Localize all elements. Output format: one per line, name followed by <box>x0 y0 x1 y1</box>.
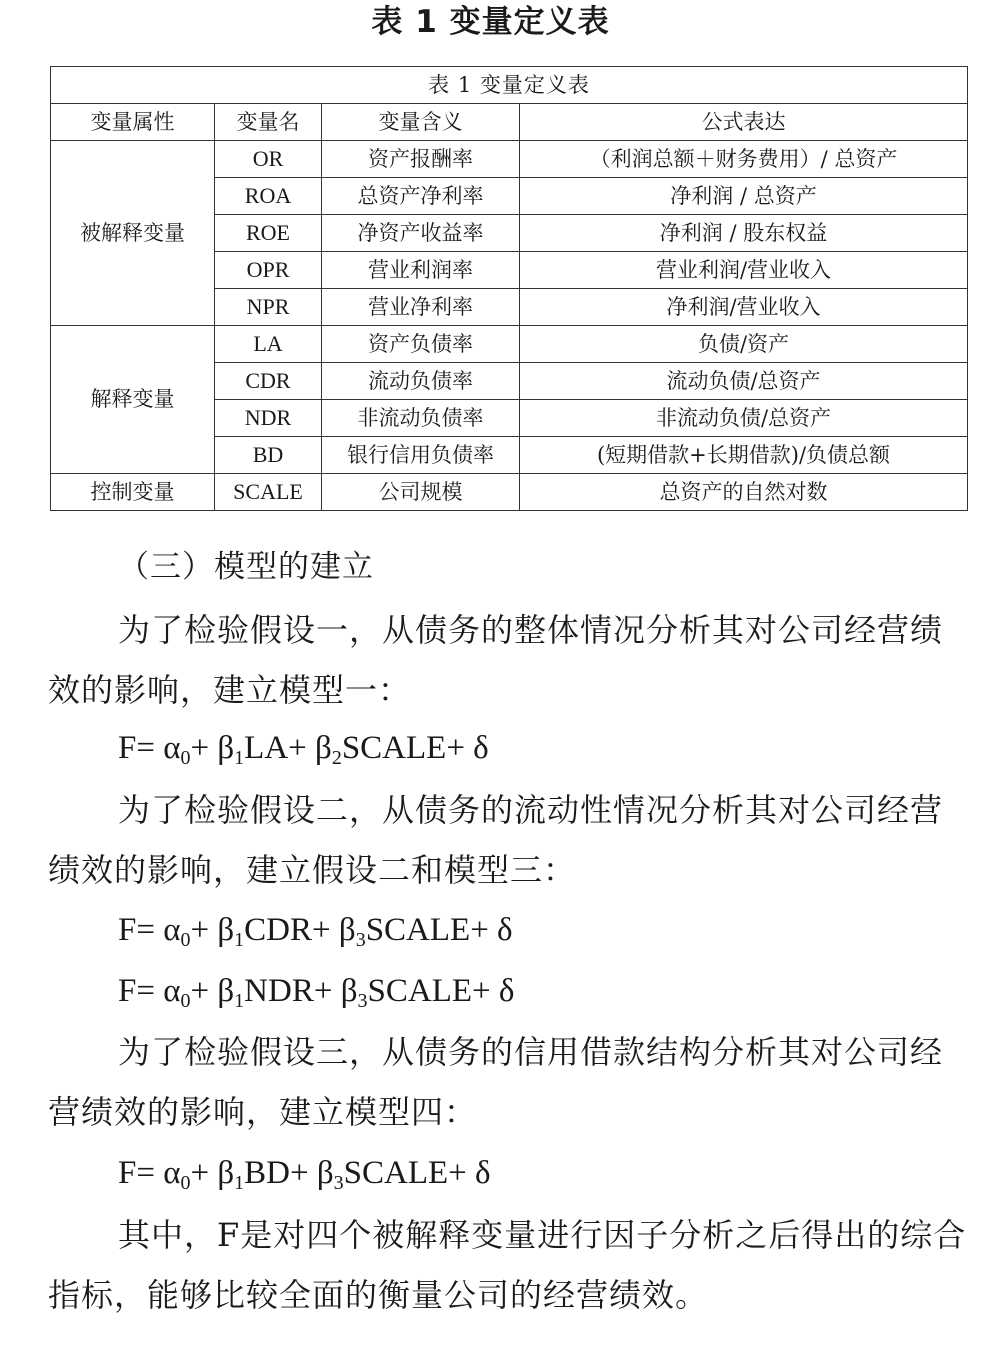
formula-model-4: $F= \alpha_0+ \beta_1BD+$ $\beta_3SCALE+ \delta$ <box>118 1155 491 1194</box>
column-header: 公式表达 <box>520 104 968 141</box>
variable-formula-cell: 总资产的自然对数 <box>520 474 968 511</box>
variable-formula-cell: 净利润 / 股东权益 <box>520 215 968 252</box>
variable-name-cell: ROA <box>215 178 322 215</box>
section-heading: （三）模型的建立 <box>118 549 374 585</box>
variable-name-cell: OR <box>215 141 322 178</box>
variable-formula-cell: 营业利润/营业收入 <box>520 252 968 289</box>
formula-model-1: $F= \alpha_0+ \beta_1LA+$ $\beta_2SCALE+ \delta$ <box>118 730 489 769</box>
variable-meaning-cell: 营业利润率 <box>322 252 520 289</box>
variable-meaning-cell: 营业净利率 <box>322 289 520 326</box>
variable-formula-cell: 净利润/营业收入 <box>520 289 968 326</box>
paragraph-hypothesis-1: 为了检验假设一，从债务的整体情况分析其对公司经营绩效的影响，建立模型一： <box>48 611 944 709</box>
variable-meaning-cell: 流动负债率 <box>322 363 520 400</box>
variable-meaning-cell: 公司规模 <box>322 474 520 511</box>
variable-formula-cell: （利润总额＋财务费用）/ 总资产 <box>520 141 968 178</box>
variable-name-cell: ROE <box>215 215 322 252</box>
table-caption-row <box>51 67 968 104</box>
variable-meaning-cell: 非流动负债率 <box>322 400 520 437</box>
variable-definition-table <box>50 66 968 511</box>
variable-name-cell: NDR <box>215 400 322 437</box>
variable-name-cell: LA <box>215 326 322 363</box>
variable-meaning-cell: 资产报酬率 <box>322 141 520 178</box>
variable-formula-cell: 流动负债/总资产 <box>520 363 968 400</box>
variable-meaning-cell: 净资产收益率 <box>322 215 520 252</box>
variable-formula-cell: 负债/资产 <box>520 326 968 363</box>
variable-meaning-cell: 银行信用负债率 <box>322 437 520 474</box>
column-header: 变量含义 <box>322 104 520 141</box>
table-row <box>51 141 968 178</box>
table-caption: 表 1 变量定义表 <box>51 67 968 104</box>
variable-formula-cell: 非流动负债/总资产 <box>520 400 968 437</box>
variable-name-cell: NPR <box>215 289 322 326</box>
group-attribute-cell: 被解释变量 <box>51 141 215 326</box>
variable-name-cell: BD <box>215 437 322 474</box>
group-attribute-cell: 解释变量 <box>51 326 215 474</box>
page-title: 表 1 变量定义表 <box>371 4 610 40</box>
paragraph-hypothesis-2: 为了检验假设二，从债务的流动性情况分析其对公司经营绩效的影响，建立假设二和模型三： <box>48 791 944 889</box>
variable-meaning-cell: 总资产净利率 <box>322 178 520 215</box>
formula-model-3: $F= \alpha_0+ \beta_1NDR+$ $\beta_3SCALE+ \delta$ <box>118 973 515 1012</box>
column-header: 变量属性 <box>51 104 215 141</box>
paragraph-hypothesis-3: 为了检验假设三，从债务的信用借款结构分析其对公司经营绩效的影响，建立模型四： <box>48 1033 944 1131</box>
variable-name-cell: SCALE <box>215 474 322 511</box>
table-header-row <box>51 104 968 141</box>
group-attribute-cell: 控制变量 <box>51 474 215 511</box>
column-header: 变量名 <box>215 104 322 141</box>
variable-name-cell: CDR <box>215 363 322 400</box>
variable-meaning-cell: 资产负债率 <box>322 326 520 363</box>
variable-formula-cell: 净利润 / 总资产 <box>520 178 968 215</box>
formula-model-2: $F= \alpha_0+ \beta_1CDR+$ $\beta_3SCALE+ \delta$ <box>118 912 513 951</box>
paragraph-definition-f: 其中，F是对四个被解释变量进行因子分析之后得出的综合指标，能够比较全面的衡量公司的经营绩效。 <box>48 1216 967 1314</box>
table-row <box>51 326 968 363</box>
table-row <box>51 474 968 511</box>
variable-formula-cell: (短期借款+长期借款)/负债总额 <box>520 437 968 474</box>
variable-name-cell: OPR <box>215 252 322 289</box>
